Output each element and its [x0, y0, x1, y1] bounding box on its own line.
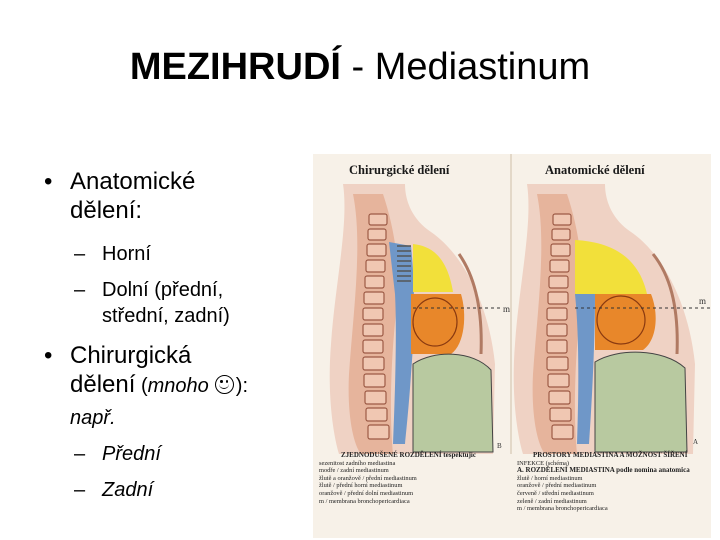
sub-bullet-text-line1: Dolní (přední,: [102, 279, 224, 301]
legend-line: žlutě / horní mediastinum: [517, 474, 583, 482]
bullet-marker: •: [44, 342, 53, 369]
legend-line: INFEKCE (schéma): [517, 459, 569, 467]
legend-line: m / membrana bronchopericardiaca: [517, 505, 608, 513]
title-main: MEZIHRUDÍ: [129, 46, 341, 88]
legend-line: m / membrana bronchopericardiaca: [319, 497, 410, 505]
left-legend: [319, 452, 476, 505]
dash-marker: –: [74, 243, 86, 265]
mediastinum-figure: [313, 154, 711, 538]
legend-line: A. ROZDĚLENÍ MEDIASTINA podle nomina anatomica: [517, 466, 690, 475]
legend-line: oranžově / přední dolní mediastinum: [319, 489, 414, 497]
title-subtitle: - Mediastinum: [340, 46, 591, 88]
dash-marker: –: [74, 443, 86, 465]
legend-line: sezenitost zadního mediastina: [319, 459, 396, 467]
left-panel-drawing: [330, 184, 503, 454]
right-legend-head: PROSTORY MEDIASTINA A MOŽNOST ŠÍŘENÍ: [533, 451, 688, 459]
paren-close: ):: [235, 375, 248, 397]
sub-bullet-text: Horní: [102, 243, 151, 265]
bullet-text-italic: mnoho: [147, 375, 209, 397]
legend-line: žlutě a oranžově / přední mediastinum: [319, 474, 417, 482]
legend-line: červeně / střední mediastinum: [517, 489, 594, 497]
legend-line: modře / zadní mediastinum: [319, 467, 389, 475]
paren-open: (: [135, 375, 148, 397]
bullet-text-line2: dělení:: [70, 197, 143, 224]
membrane-label-left: m: [503, 304, 511, 314]
left-panel-title: Chirurgické dělení: [349, 163, 450, 177]
membrane-label-right: m: [699, 296, 707, 306]
slide-title: [0, 44, 720, 90]
right-panel-title: Anatomické dělení: [545, 163, 645, 177]
bullet-text-plain: dělení: [70, 371, 136, 398]
corner-label-left: B: [497, 442, 502, 450]
smiley-face-icon: [215, 375, 234, 394]
sub-bullet-text: Zadní: [102, 479, 154, 501]
right-panel-drawing: [514, 184, 711, 454]
bullet-text-line1: Anatomické: [70, 168, 196, 195]
left-legend-head: ZJEDNODUŠENÉ ROZDĚLENÍ tespektujíc: [341, 451, 476, 459]
sub-bullet-text-line2: střední, zadní): [102, 305, 230, 327]
bullet-text-line3: např.: [70, 407, 116, 429]
right-legend: [517, 452, 690, 513]
legend-line: žlutě / přední horní mediastinum: [319, 482, 403, 490]
bullet-marker: •: [44, 168, 53, 195]
dash-marker: –: [74, 479, 86, 501]
bullet-text-line1: Chirurgická: [70, 342, 192, 369]
corner-label-right: A: [693, 438, 699, 446]
legend-line: zeleně / zadní mediastinum: [517, 497, 587, 505]
dash-marker: –: [74, 279, 86, 301]
bullet-text-line2: [70, 371, 248, 400]
sub-bullet-text: Přední: [102, 443, 161, 465]
legend-line: oranžově / přední mediastinum: [517, 482, 597, 490]
